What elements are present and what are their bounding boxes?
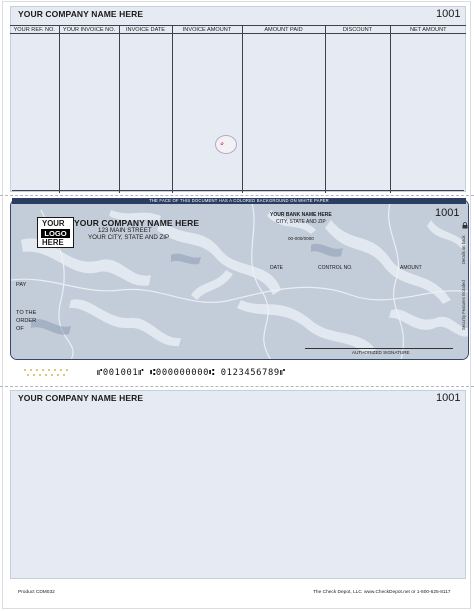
security-seal-icon: ✿ [215, 135, 237, 154]
micr-routing-number: ⑆000000000⑆ [150, 368, 215, 378]
micr-check-number: ⑈001001⑈ [97, 368, 145, 378]
routing-fraction: 00-000/0000 [288, 236, 314, 241]
pay-label: PAY [16, 282, 27, 288]
logo-line-2: LOGO [41, 229, 70, 238]
logo-placeholder [37, 217, 74, 248]
col-net-amount: NET AMOUNT [390, 26, 466, 34]
check-company-name: YOUR COMPANY NAME HERE [74, 218, 200, 228]
check-number: 1001 [435, 207, 460, 219]
bottom-stub-check-number: 1001 [436, 392, 461, 404]
signature-line[interactable] [305, 348, 453, 349]
top-stub-company-name: YOUR COMPANY NAME HERE [18, 9, 144, 19]
col-your-ref-no: YOUR REF. NO. [10, 26, 59, 34]
invoice-table [10, 25, 466, 193]
logo-line-1: YOUR [42, 219, 65, 228]
bottom-perforation [0, 386, 474, 387]
col-amount-paid: AMOUNT PAID [242, 26, 325, 34]
footer-contact: www.CheckDepot.net or 1-800-625-8117 [364, 590, 451, 595]
hologram-dots-icon [22, 367, 70, 379]
authorized-signature-label: AUTHORIZED SIGNATURE [352, 350, 410, 355]
lock-icon [462, 222, 468, 229]
bank-name: YOUR BANK NAME HERE [270, 212, 332, 218]
details-on-back-text: Details on back [461, 235, 466, 264]
security-warning-bar: THE FACE OF THIS DOCUMENT HAS A COLORED BACKGROUND ON WHITE PAPER [12, 198, 466, 204]
col-discount: DISCOUNT [325, 26, 390, 34]
col-invoice-amount: INVOICE AMOUNT [172, 26, 242, 34]
check-city-state-zip: YOUR CITY, STATE AND ZIP [88, 234, 170, 241]
bank-city-state-zip: CITY, STATE AND ZIP [276, 219, 326, 225]
invoice-table-body-row [10, 34, 466, 194]
micr-account-number: 0123456789⑈ [220, 368, 286, 378]
amount-label: AMOUNT [400, 265, 422, 271]
bottom-stub [10, 390, 466, 579]
order-label: ORDER [16, 318, 37, 324]
logo-line-3: HERE [42, 238, 64, 247]
top-stub-bottom-rule [12, 190, 464, 191]
micr-line [97, 368, 286, 378]
top-stub-check-number: 1001 [436, 8, 461, 20]
footer-product-code: Product CDM032 [18, 590, 55, 595]
to-the-label: TO THE [16, 310, 37, 316]
of-label: OF [16, 326, 24, 332]
bottom-stub-company-name: YOUR COMPANY NAME HERE [18, 393, 144, 403]
footer-vendor: The Check Depot, LLC [313, 590, 362, 595]
invoice-table-header-row [10, 26, 466, 34]
control-no-label: CONTROL NO. [318, 265, 353, 271]
col-your-invoice-no: YOUR INVOICE NO. [59, 26, 119, 34]
check-street-address: 123 MAIN STREET [98, 227, 152, 234]
security-features-text: Security Features Included [461, 280, 466, 330]
date-label: DATE [270, 265, 283, 271]
col-invoice-date: INVOICE DATE [119, 26, 172, 34]
top-perforation [0, 195, 474, 196]
